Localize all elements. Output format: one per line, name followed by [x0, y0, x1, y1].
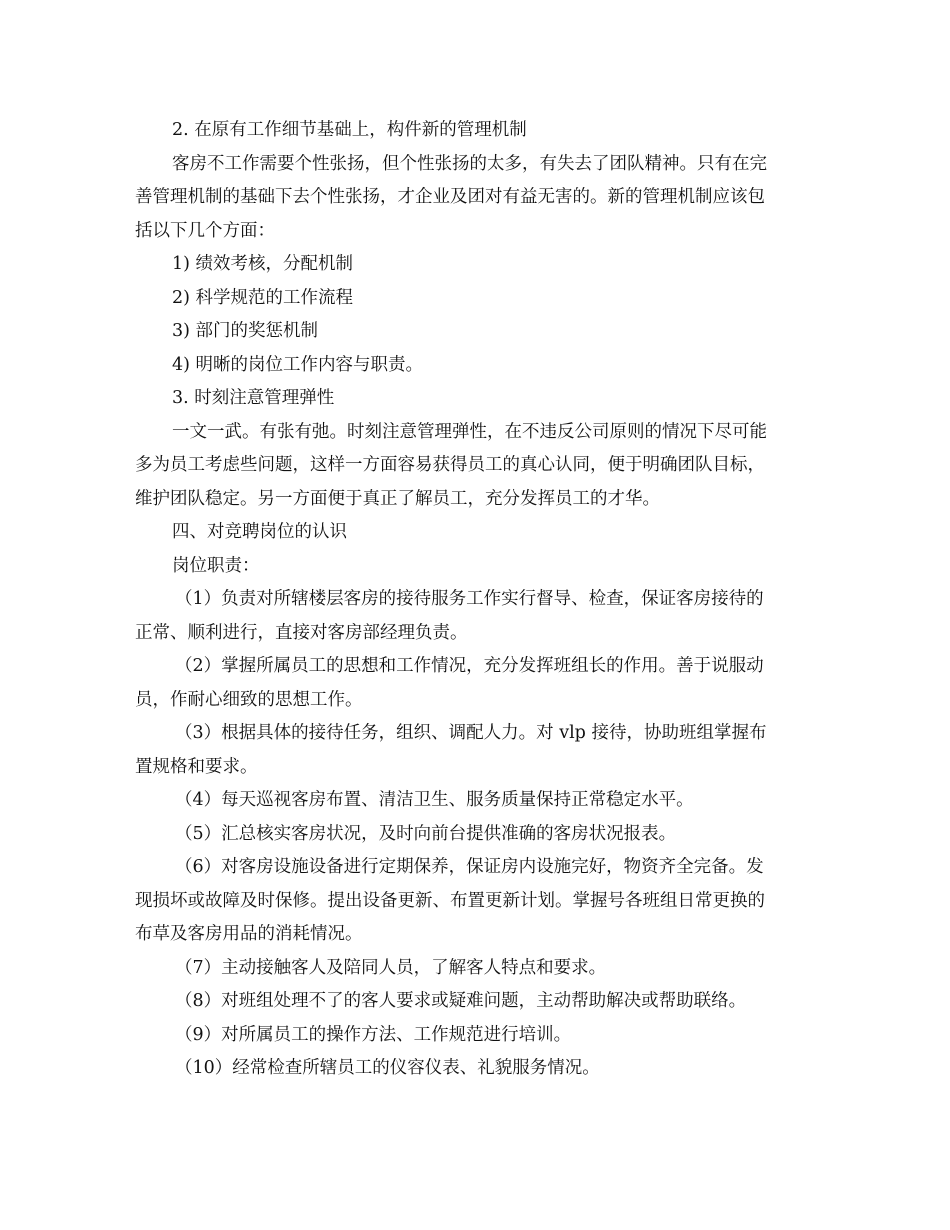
text-line: （4）每天巡视客房布置、清洁卫生、服务质量保持正常稳定水平。: [175, 790, 694, 810]
text-line: （1）负责对所辖楼层客房的接待服务工作实行督导、检查，保证客房接待的: [175, 589, 764, 609]
text-line: 现损坏或故障及时保修。提出设备更新、布置更新计划。掌握号各班组日常更换的: [135, 890, 765, 911]
text-line: （2）掌握所属员工的思想和工作情况，充分发挥班组长的作用。善于说服动: [175, 656, 764, 676]
text-line: 员，作耐心细致的思想工作。: [135, 689, 363, 710]
text-line: 括以下几个方面：: [135, 220, 275, 241]
text-line: 岗位职责：: [172, 555, 260, 576]
text-line: 善管理机制的基础下去个性张扬，才企业及团对有益无害的。新的管理机制应该包: [135, 187, 765, 207]
text-line: （10）经常检查所辖员工的仪容仪表、礼貌服务情况。: [175, 1058, 600, 1078]
text-line: 正常、顺利进行，直接对客房部经理负责。: [135, 622, 468, 643]
text-line: （9）对所属员工的操作方法、工作规范进行培训。: [175, 1024, 572, 1045]
text-line: 多为员工考虑些问题，这样一方面容易获得员工的真心认同，便于明确团队目标，: [135, 455, 765, 475]
text-line: 4) 明晰的岗位工作内容与职责。: [172, 354, 424, 375]
text-line: （6）对客房设施设备进行定期保养，保证房内设施完好，物资齐全完备。发: [175, 857, 764, 877]
text-line: （7）主动接触客人及陪同人员，了解客人特点和要求。: [175, 957, 607, 978]
text-line: 3. 时刻注意管理弹性: [172, 388, 335, 408]
text-line: 1) 绩效考核，分配机制: [172, 254, 354, 274]
text-line: 2) 科学规范的工作流程: [172, 287, 354, 308]
text-line: 3) 部门的奖惩机制: [172, 321, 319, 341]
text-line: 置规格和要求。: [135, 756, 258, 777]
text-line: （8）对班组处理不了的客人要求或疑难问题，主动帮助解决或帮助联络。: [175, 991, 747, 1011]
text-line: 布草及客房用品的消耗情况。: [135, 924, 363, 944]
text-line: 2. 在原有工作细节基础上，构件新的管理机制: [172, 120, 527, 140]
document-body: [135, 114, 815, 1086]
text-line: 维护团队稳定。另一方面便于真正了解员工，充分发挥员工的才华。: [135, 488, 660, 509]
text-line: （5）汇总核实客房状况，及时向前台提供准确的客房状况报表。: [175, 823, 677, 844]
text-line: 一文一武。有张有弛。时刻注意管理弹性，在不违反公司原则的情况下尽可能: [172, 421, 767, 442]
text-line: （3）根据具体的接待任务，组织、调配人力。对 vlp 接待，协助班组掌握布: [175, 723, 767, 743]
text-line: 客房不工作需要个性张扬，但个性张扬的太多，有失去了团队精神。只有在完: [172, 153, 767, 174]
text-line: 四、对竞聘岗位的认识: [172, 522, 347, 542]
